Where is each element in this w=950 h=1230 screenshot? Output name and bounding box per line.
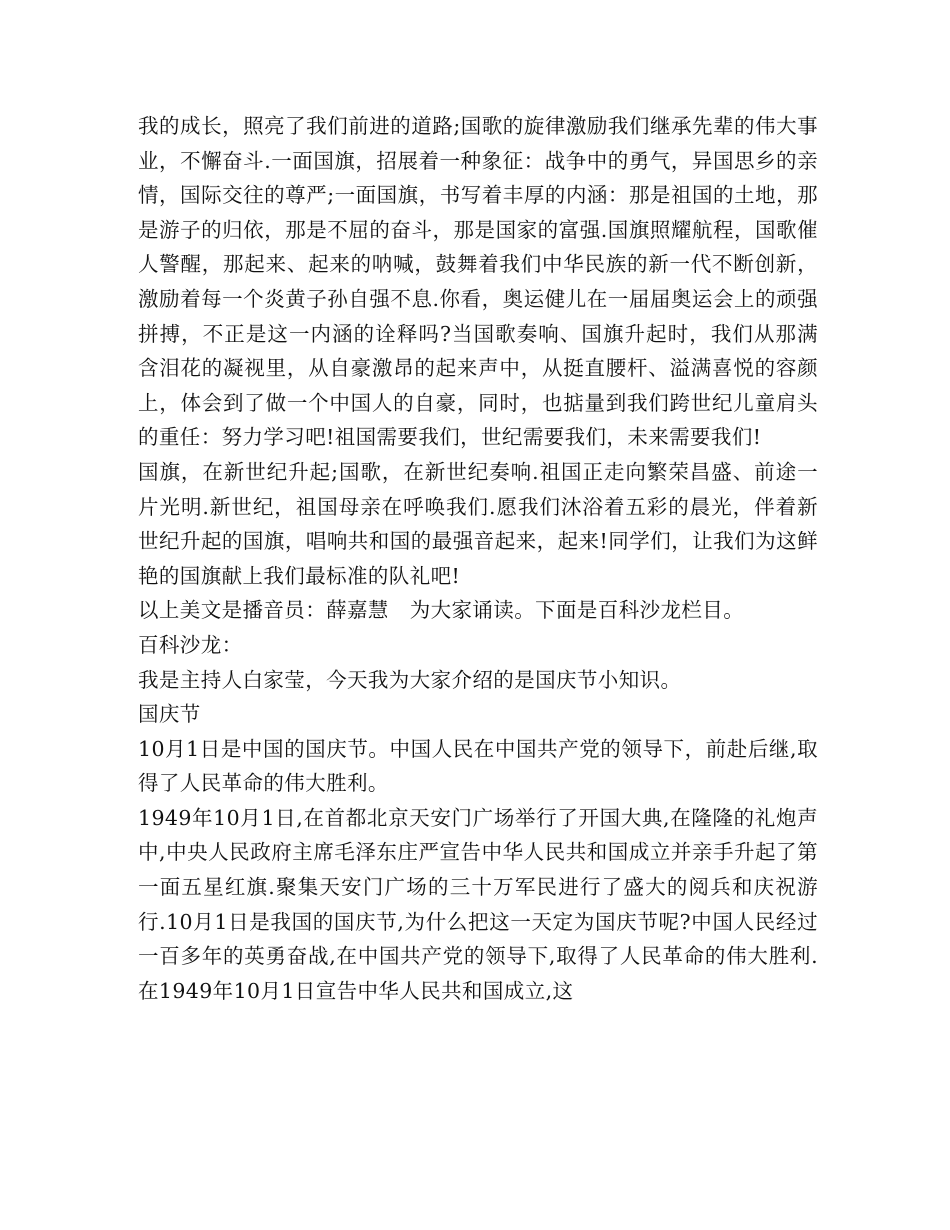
paragraph-national-day-intro: 10月1日是中国的国庆节。中国人民在中国共产党的领导下，前赴后继,取得了人民革命的伟大胜利。 [138, 736, 818, 796]
paragraph-announcer-note: 以上美文是播音员：薛嘉慧 为大家诵读。下面是百科沙龙栏目。 [138, 598, 745, 623]
paragraph-founding-ceremony: 1949年10月1日,在首都北京天安门广场举行了开国大典,在隆隆的礼炮声中,中央人民政府主席毛泽东庄严宣告中华人民共和国成立并亲手升起了第一面五星红旗.聚集天安门广场的三十万军民进行了盛大的阅兵和庆祝游行.10月1日是我国的国庆节,为什么把这一天定为国庆节呢?中国人民经过一百多年的英勇奋战,在中国共产党的领导下,取得了人民革命的伟大胜利.在1949年10月1日宣告中华人民共和国成立,这 [138, 805, 818, 1003]
document-body [138, 109, 818, 1008]
section-heading-encyclopedia-salon: 百科沙龙： [138, 632, 243, 657]
paragraph-host-intro: 我是主持人白家莹，今天我为大家介绍的是国庆节小知识。 [138, 667, 682, 692]
paragraph-national-flag-anthem: 我的成长，照亮了我们前进的道路;国歌的旋律激励我们继承先辈的伟大事业，不懈奋斗.一面国旗，招展着一种象征：战争中的勇气，异国思乡的亲情，国际交往的尊严;一面国旗，书写着丰厚的内涵：那是祖国的土地，那是游子的归依，那是不屈的奋斗，那是国家的富强.国旗照耀航程，国歌催人警醒，那起来、起来的呐喊，鼓舞着我们中华民族的新一代不断创新，激励着每一个炎黄子孙自强不息.你看，奥运健儿在一届届奥运会上的顽强拼搏，不正是这一内涵的诠释吗?当国歌奏响、国旗升起时，我们从那满含泪花的凝视里，从自豪激昂的起来声中，从挺直腰杆、溢满喜悦的容颜上，体会到了做一个中国人的自豪，同时，也掂量到我们跨世纪儿童肩头的重任：努力学习吧!祖国需要我们，世纪需要我们，未来需要我们! [138, 114, 818, 450]
section-heading-national-day: 国庆节 [138, 702, 201, 727]
paragraph-new-century: 国旗，在新世纪升起;国歌，在新世纪奏响.祖国正走向繁荣昌盛、前途一片光明.新世纪，祖国母亲在呼唤我们.愿我们沐浴着五彩的晨光，伴着新世纪升起的国旗，唱响共和国的最强音起来，起来!同学们，让我们为这鲜艳的国旗献上我们最标准的队礼吧! [138, 459, 818, 588]
